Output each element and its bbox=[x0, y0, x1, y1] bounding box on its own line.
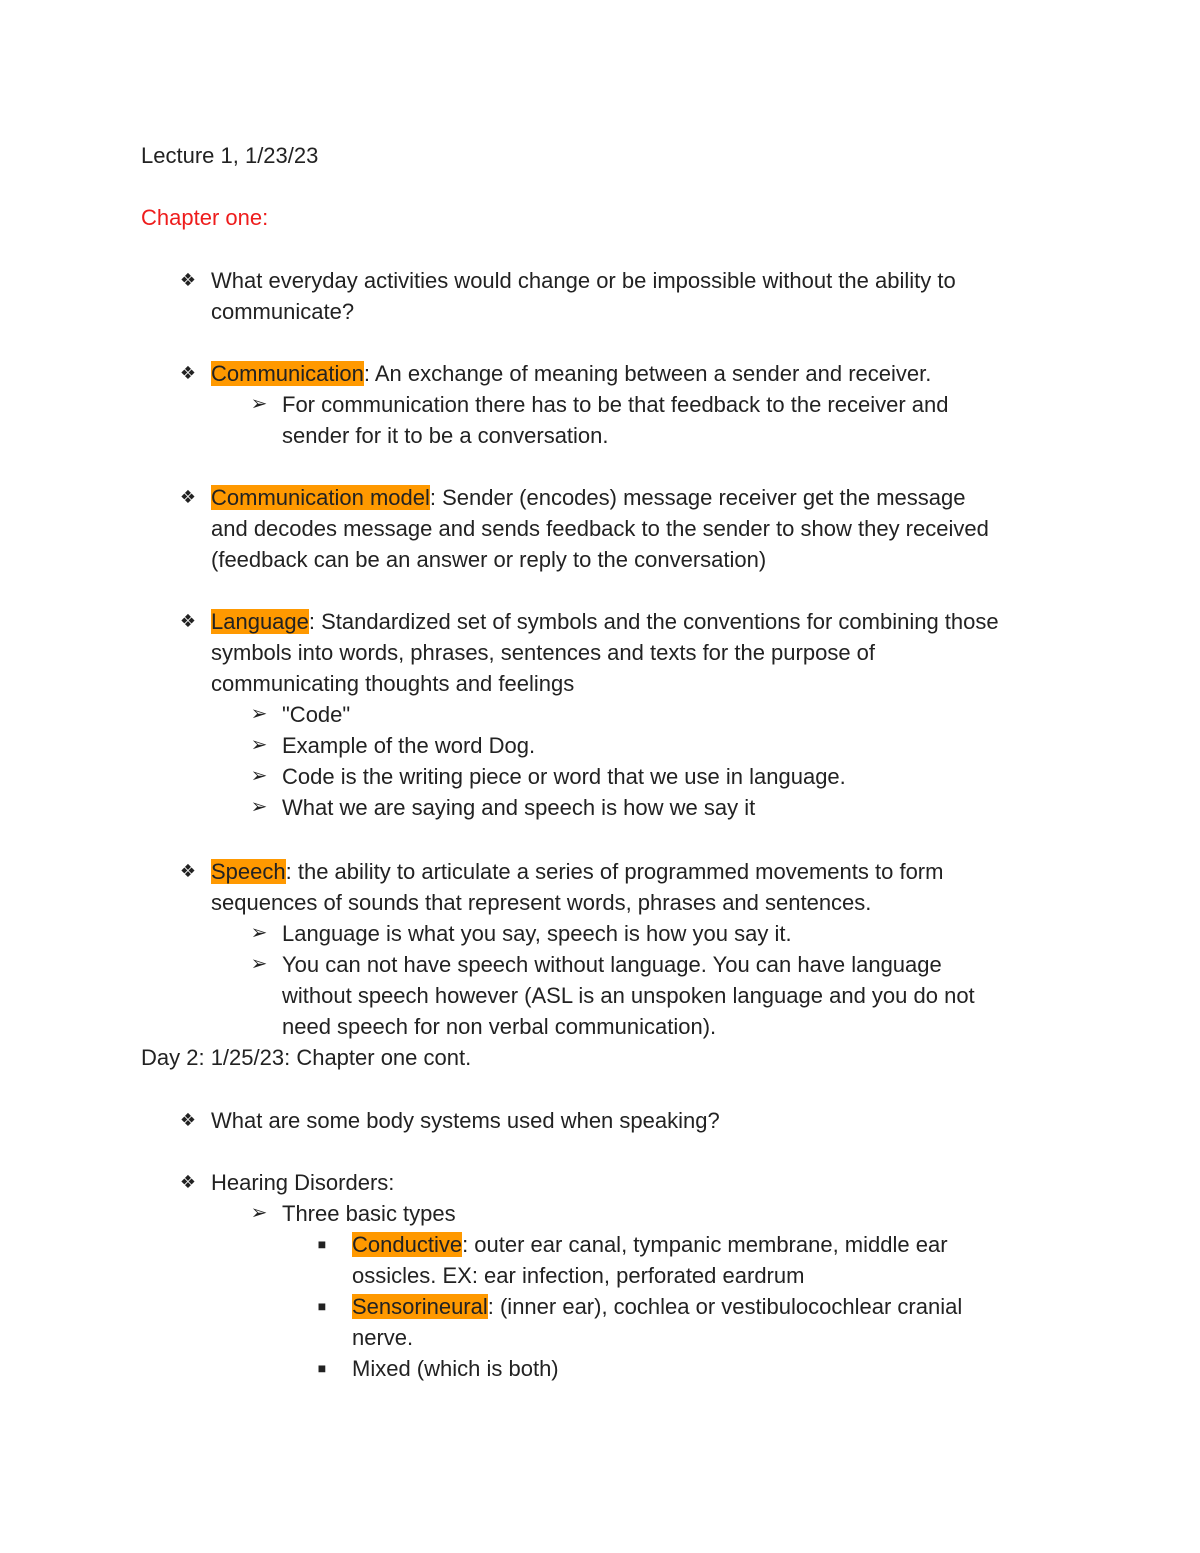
hearing-disorders-title: Hearing Disorders: bbox=[211, 1170, 395, 1195]
communication-sub-line-1: For communication there has to be that feedback to the receiver and bbox=[282, 392, 949, 417]
question-1-line-1: What everyday activities would change or be impossible without the ability to bbox=[211, 268, 956, 293]
language-line-1 bbox=[211, 606, 999, 637]
arrow-bullet-icon: ➢ bbox=[250, 922, 268, 944]
arrow-bullet-icon: ➢ bbox=[250, 1202, 268, 1224]
speech-sub-2-line-2: without speech however (ASL is an unspoken language and you do not bbox=[282, 983, 975, 1008]
language-line-3: communicating thoughts and feelings bbox=[211, 671, 575, 696]
term-communication-model: Communication model bbox=[211, 485, 430, 510]
model-line-2: and decodes message and sends feedback to the sender to show they received bbox=[211, 516, 989, 541]
sensorineural-line-2: nerve. bbox=[352, 1325, 414, 1350]
hearing-sub: Three basic types bbox=[282, 1201, 456, 1226]
speech-sub-2-line-1: You can not have speech without language. You can have language bbox=[282, 952, 942, 977]
speech-text: : the ability to articulate a series of programmed movements to form bbox=[285, 859, 944, 884]
question-2: What are some body systems used when speaking? bbox=[211, 1108, 720, 1133]
arrow-bullet-icon: ➢ bbox=[250, 393, 268, 415]
day-2-heading: Day 2: 1/25/23: Chapter one cont. bbox=[141, 1045, 472, 1070]
term-conductive: Conductive bbox=[352, 1232, 463, 1257]
term-language: Language bbox=[211, 609, 309, 634]
arrow-bullet-icon: ➢ bbox=[250, 765, 268, 787]
conductive-line-1 bbox=[352, 1229, 948, 1260]
diamond-bullet-icon: ❖ bbox=[179, 1172, 197, 1192]
model-text: : Sender (encodes) message receiver get the message bbox=[429, 485, 966, 510]
diamond-bullet-icon: ❖ bbox=[179, 611, 197, 631]
diamond-bullet-icon: ❖ bbox=[179, 487, 197, 507]
mixed-item: Mixed (which is both) bbox=[352, 1356, 559, 1381]
lecture-header: Lecture 1, 1/23/23 bbox=[141, 143, 319, 168]
sensorineural-text: : (inner ear), cochlea or vestibulocochlear cranial bbox=[487, 1294, 963, 1319]
conductive-text: : outer ear canal, tympanic membrane, middle ear bbox=[462, 1232, 948, 1257]
sensorineural-line-1 bbox=[352, 1291, 962, 1322]
language-sub-1: "Code" bbox=[282, 702, 351, 727]
model-line-3: (feedback can be an answer or reply to the conversation) bbox=[211, 547, 767, 572]
language-sub-4: What we are saying and speech is how we say it bbox=[282, 795, 756, 820]
square-bullet-icon: ■ bbox=[317, 1360, 327, 1376]
language-line-2: symbols into words, phrases, sentences and texts for the purpose of bbox=[211, 640, 876, 665]
diamond-bullet-icon: ❖ bbox=[179, 1110, 197, 1130]
speech-sub-2-line-3: need speech for non verbal communication). bbox=[282, 1014, 717, 1039]
chapter-heading: Chapter one: bbox=[141, 205, 269, 230]
square-bullet-icon: ■ bbox=[317, 1298, 327, 1314]
term-sensorineural: Sensorineural bbox=[352, 1294, 488, 1319]
model-line-1 bbox=[211, 482, 966, 513]
communication-sub-line-2: sender for it to be a conversation. bbox=[282, 423, 609, 448]
language-text: : Standardized set of symbols and the conventions for combining those bbox=[308, 609, 999, 634]
question-1-line-2: communicate? bbox=[211, 299, 355, 324]
arrow-bullet-icon: ➢ bbox=[250, 953, 268, 975]
speech-line-1 bbox=[211, 856, 943, 887]
communication-definition bbox=[211, 358, 931, 389]
arrow-bullet-icon: ➢ bbox=[250, 703, 268, 725]
diamond-bullet-icon: ❖ bbox=[179, 861, 197, 881]
square-bullet-icon: ■ bbox=[317, 1236, 327, 1252]
conductive-line-2: ossicles. EX: ear infection, perforated eardrum bbox=[352, 1263, 805, 1288]
term-communication: Communication bbox=[211, 361, 364, 386]
arrow-bullet-icon: ➢ bbox=[250, 734, 268, 756]
language-sub-2: Example of the word Dog. bbox=[282, 733, 536, 758]
term-speech: Speech bbox=[211, 859, 286, 884]
diamond-bullet-icon: ❖ bbox=[179, 363, 197, 383]
speech-line-2: sequences of sounds that represent words, phrases and sentences. bbox=[211, 890, 872, 915]
diamond-bullet-icon: ❖ bbox=[179, 270, 197, 290]
communication-text: : An exchange of meaning between a sender and receiver. bbox=[363, 361, 932, 386]
language-sub-3: Code is the writing piece or word that we use in language. bbox=[282, 764, 846, 789]
speech-sub-1: Language is what you say, speech is how you say it. bbox=[282, 921, 792, 946]
arrow-bullet-icon: ➢ bbox=[250, 796, 268, 818]
